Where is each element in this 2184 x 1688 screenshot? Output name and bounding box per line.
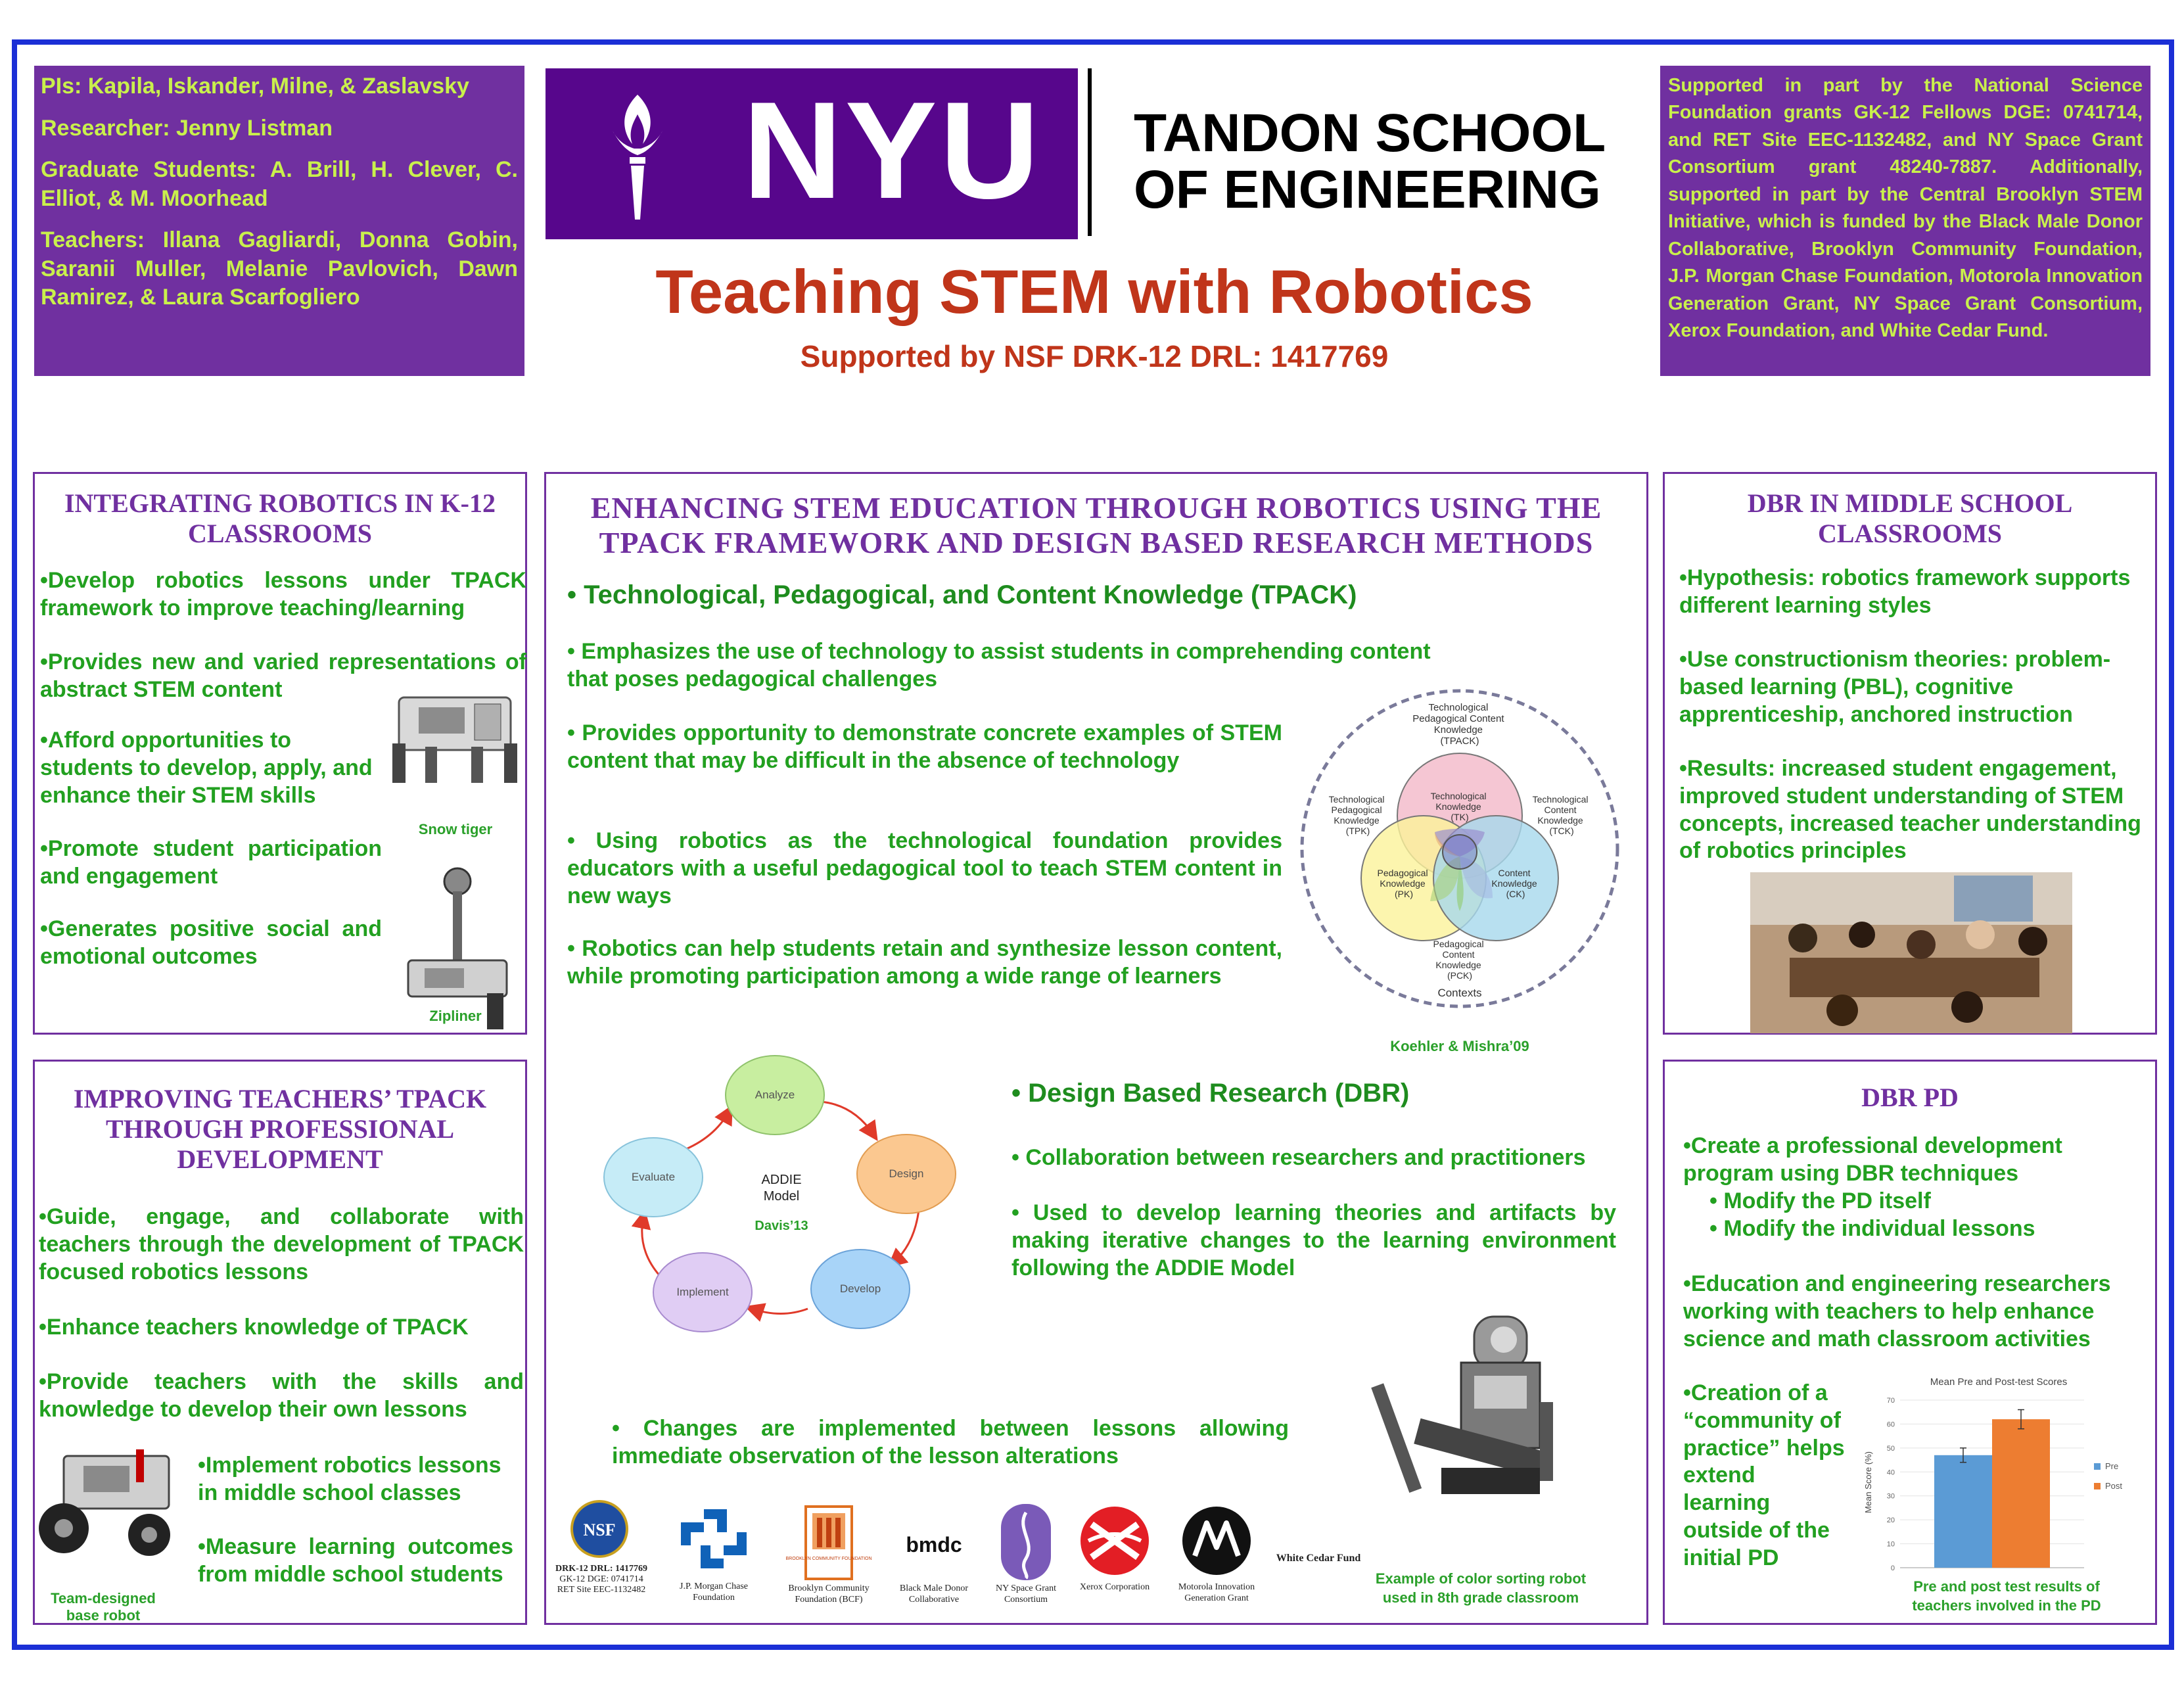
addie-center-line1: ADDIE	[761, 1173, 802, 1187]
robot-caption-line1: Example of color sorting robot	[1375, 1570, 1587, 1587]
bullet: • Robotics can help students retain and synthesize lesson content, while promoting participation among a wide range of learners	[567, 936, 1282, 989]
chart-legend-label: Post	[2105, 1481, 2123, 1491]
chart-title: Mean Pre and Post-test Scores	[1930, 1376, 2068, 1388]
bullet: •Provides new and varied representations of abstract STEM content	[40, 649, 526, 702]
poster-subtitle: Supported by NSF DRK-12 DRL: 1417769	[800, 339, 1389, 373]
addie-implement: Implement	[676, 1286, 729, 1298]
addie-credit: Davis’13	[755, 1219, 808, 1233]
addie-develop: Develop	[839, 1282, 881, 1295]
nsf-caption	[555, 1564, 647, 1595]
sub-bullet: • Modify the individual lessons	[1709, 1216, 2035, 1241]
panel-title: DBR IN MIDDLE SCHOOL CLASSROOMS	[1747, 488, 2073, 548]
dbr-heading: • Design Based Research (DBR)	[1011, 1079, 1410, 1108]
base-robot-image	[37, 1436, 189, 1561]
venn-credit: Koehler & Mishra’09	[1390, 1038, 1529, 1054]
bullet: •Create a professional development program using DBR techniques	[1683, 1133, 2062, 1186]
bullet: •Guide, engage, and collaborate with teachers through the development of TPACK focused robotics lessons	[39, 1204, 524, 1284]
panel-dbr-middle-school	[1663, 472, 2157, 1035]
chart-tick-label: 10	[1886, 1540, 1895, 1549]
chart-tick-label: 30	[1886, 1492, 1895, 1501]
chart-ylabel: Mean Score (%)	[1863, 1451, 1873, 1513]
color-sorting-robot-image	[1376, 1303, 1586, 1520]
funding-box: Supported in part by the National Science Foundation grants GK-12 Fellows DGE: 0741714, and RET Site EEC-1132482, and NY Space Grant Consortium grant 48240-7887. Additionally, supported in part by the Central Brooklyn STEM Initiative, which is funded by the Black Male Donor Collaborative, Brooklyn Community Foundation, J.P. Morgan Chase Foundation, Motorola Innovation Generation Grant, NY Space Grant Consortium, Xerox Foundation, and White Cedar Fund.	[1660, 66, 2150, 376]
torch-icon	[572, 68, 703, 239]
bullet: •Provide teachers with the skills and knowledge to develop their own lessons	[39, 1369, 524, 1422]
motorola-caption: Motorola Innovation Generation Grant	[1178, 1582, 1255, 1603]
classroom-photo	[1750, 872, 2072, 1033]
tpack-heading: • Technological, Pedagogical, and Content Knowledge (TPACK)	[567, 580, 1357, 609]
bmdc-caption: Black Male Donor Collaborative	[899, 1583, 969, 1605]
bcf-caption: Brooklyn Community Foundation (BCF)	[788, 1583, 870, 1605]
svg-text:Technological Pedagogica: Technological Pedagogical Content Knowledge (TPACK)	[1412, 702, 1504, 747]
tpack-venn-diagram	[1295, 684, 1624, 1013]
chart-bar-pre	[1934, 1455, 1992, 1568]
grad-students-text: Graduate Students: A. Brill, H. Clever, C. Elliot, & M. Moorhead	[41, 157, 518, 211]
snow-tiger-robot-image	[386, 678, 524, 789]
panel-title: DBR PD	[1861, 1083, 1959, 1112]
chart-tick-label: 20	[1886, 1516, 1895, 1525]
chart-tick-label: 40	[1886, 1468, 1895, 1477]
venn-label-pck: Pedagogical	[1433, 939, 1484, 949]
bullet: • Changes are implemented between lessons allowing immediate observation of the lesson alterations	[612, 1416, 1289, 1468]
ny-space-grant-caption: NY Space Grant Consortium	[995, 1583, 1056, 1605]
nyu-logo	[546, 68, 1078, 239]
venn-label-tpk: Technological	[1328, 794, 1385, 805]
bullet: •Implement robotics lessons in middle school classes	[198, 1453, 501, 1505]
bullet: •Promote student participation and engagement	[40, 836, 382, 889]
nsf-grant-line1: DRK-12 DRL: 1417769	[555, 1564, 647, 1574]
bullet: •Results: increased student engagement, improved student understanding of STEM concepts, increased teacher understanding of robotics principles	[1679, 756, 2141, 864]
chart-caption-line2: teachers involved in the PD	[1912, 1597, 2101, 1614]
tandon-line2: OF ENGINEERING	[1134, 160, 1601, 220]
jpmorgan-chase-logo	[678, 1506, 750, 1572]
svg-text:Content Knowledge: Content Knowledge (CK)	[1491, 868, 1537, 899]
chart-tick-label: 70	[1886, 1397, 1895, 1405]
bullet: •Generates positive social and emotional outcomes	[40, 916, 382, 969]
bmdc-logo-text: bmdc	[906, 1533, 962, 1557]
sub-bullet: • Modify the PD itself	[1709, 1188, 1931, 1213]
venn-label-tpack: Technological	[1428, 702, 1489, 713]
pis-text: PIs: Kapila, Iskander, Milne, & Zaslavsky	[41, 74, 469, 99]
svg-text:Technological Knowledge: Technological Knowledge (TK)	[1430, 791, 1487, 822]
zipliner-robot-image	[395, 862, 520, 1033]
motorola-logo	[1180, 1505, 1253, 1577]
jpmorgan-caption: J.P. Morgan Chase Foundation	[680, 1582, 748, 1603]
venn-label-ck: Content	[1498, 868, 1531, 878]
nsf-logo-text: NSF	[583, 1520, 616, 1539]
panel-title: INTEGRATING ROBOTICS IN K-12 CLASSROOMS	[64, 488, 496, 548]
svg-text:Technological Pedagogica: Technological Pedagogical Knowledge (TPK)	[1328, 794, 1385, 836]
nsf-logo	[570, 1499, 629, 1559]
teachers-text: Teachers: Illana Gagliardi, Donna Gobin, Saranii Muller, Melanie Pavlovich, Dawn Ramirez, & Laura Scarfogliero	[41, 227, 518, 310]
poster-title: Teaching STEM with Robotics	[655, 257, 1533, 326]
xerox-caption: Xerox Corporation	[1079, 1582, 1150, 1592]
venn-label-tk: Technological	[1430, 791, 1487, 801]
bcf-logo	[785, 1503, 872, 1582]
venn-label-pk: Pedagogical	[1377, 868, 1428, 878]
nsf-grant-line2: GK-12 DGE: 0741714	[559, 1574, 643, 1585]
pre-post-chart	[1854, 1371, 2143, 1594]
bcf-logo-text: BROOKLYN COMMUNITY FOUNDATION	[785, 1557, 872, 1561]
nyu-wordmark: NYU	[743, 73, 1042, 227]
svg-text:Technological Content: Technological Content Knowledge (TCK)	[1532, 794, 1589, 836]
venn-label-tck: Technological	[1532, 794, 1589, 805]
chart-tick-label: 0	[1890, 1564, 1895, 1572]
bullet: •Creation of a “community of practice” helps extend learning outside of the initial PD	[1683, 1380, 1845, 1570]
addie-cycle-diagram	[597, 1052, 965, 1348]
panel-integrating	[33, 472, 527, 1035]
panel-center	[544, 472, 1648, 1625]
chart-tick-label: 50	[1886, 1444, 1895, 1453]
panel-title: ENHANCING STEM EDUCATION THROUGH ROBOTICS USING THE TPACK FRAMEWORK AND DESIGN BASED RESEARCH METHODS	[590, 491, 1602, 559]
chart-tick-label: 60	[1886, 1420, 1895, 1429]
bullet: •Enhance teachers knowledge of TPACK	[39, 1315, 469, 1340]
bullet: • Using robotics as the technological foundation provides educators with a useful pedagogical tool to teach STEM content in new ways	[567, 828, 1282, 908]
tandon-wordmark	[1134, 105, 1646, 218]
bullet: •Afford opportunities to students to develop, apply, and enhance their STEM skills	[40, 728, 373, 808]
panel-title: IMPROVING TEACHERS’ TPACK THROUGH PROFESSIONAL DEVELOPMENT	[73, 1084, 487, 1174]
white-cedar-fund-caption: White Cedar Fund	[1276, 1553, 1361, 1564]
nsf-grant-line3: RET Site EEC-1132482	[557, 1585, 646, 1595]
addie-analyze: Analyze	[755, 1089, 795, 1101]
bmdc-logo	[898, 1528, 970, 1561]
researcher-text: Researcher: Jenny Listman	[41, 115, 333, 141]
bullet: • Used to develop learning theories and artifacts by making iterative changes to the learning environment following the ADDIE Model	[1011, 1200, 1616, 1280]
chart-legend-label: Pre	[2105, 1461, 2119, 1471]
bullet: •Measure learning outcomes from middle school students	[198, 1534, 513, 1587]
svg-text:Pedagogical Knowledge: Pedagogical Knowledge (PK)	[1377, 868, 1428, 899]
bullet: • Provides opportunity to demonstrate concrete examples of STEM content that may be difficult in the absence of technology	[567, 720, 1282, 773]
caption: Snow tiger	[418, 821, 493, 837]
logo-divider	[1088, 68, 1092, 236]
people-box	[34, 66, 524, 376]
bullet: • Collaboration between researchers and practitioners	[1011, 1145, 1586, 1170]
addie-center-line2: Model	[763, 1189, 800, 1204]
chart-legend-swatch	[2094, 1483, 2101, 1489]
panel-dbr-pd	[1663, 1060, 2157, 1625]
venn-label-contexts: Contexts	[1437, 987, 1482, 999]
addie-design: Design	[889, 1167, 924, 1180]
chart-legend-swatch	[2094, 1463, 2101, 1470]
ny-space-grant-logo	[1000, 1503, 1052, 1582]
xerox-logo	[1079, 1505, 1151, 1577]
panel-improving	[33, 1060, 527, 1625]
bullet: •Education and engineering researchers working with teachers to help enhance science and math classroom activities	[1683, 1271, 2111, 1351]
bullet: • Emphasizes the use of technology to assist students in comprehending content that poses pedagogical challenges	[567, 639, 1431, 692]
chart-bar-post	[1992, 1419, 2050, 1568]
bullet: •Use constructionism theories: problem-based learning (PBL), cognitive apprenticeship, anchored instruction	[1679, 647, 2111, 727]
tandon-line1: TANDON SCHOOL	[1134, 103, 1606, 163]
bullet: •Develop robotics lessons under TPACK framework to improve teaching/learning	[40, 568, 526, 621]
caption: Team-designed base robot	[51, 1590, 156, 1624]
caption: Zipliner	[429, 1008, 482, 1024]
bullet: •Hypothesis: robotics framework supports different learning styles	[1679, 565, 2131, 618]
chart-caption-line1: Pre and post test results of	[1913, 1578, 2100, 1595]
robot-caption-line2: used in 8th grade classroom	[1382, 1589, 1579, 1606]
svg-text:Pedagogical Content: Pedagogical Content Knowledge (PCK)	[1433, 939, 1484, 981]
addie-evaluate: Evaluate	[631, 1171, 676, 1183]
